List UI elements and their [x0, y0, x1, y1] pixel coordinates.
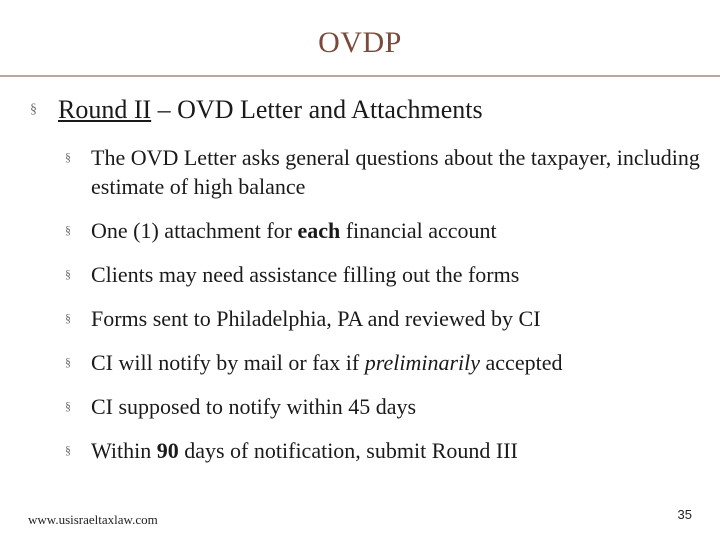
sub-bullet-list — [65, 143, 705, 480]
sub-bullet-text — [91, 216, 705, 245]
sub-bullet-text — [91, 436, 705, 465]
sub-bullet-text-after: financial account — [340, 218, 497, 243]
sub-bullet-text-before: One (1) attachment for — [91, 218, 298, 243]
bullet-icon: § — [65, 267, 71, 281]
sub-bullet — [65, 143, 705, 201]
sub-bullet-text-bold: each — [297, 218, 341, 243]
sub-bullet-text-after: days of notification, submit Round III — [178, 438, 518, 463]
sub-bullet-text — [91, 348, 705, 377]
sub-bullet — [65, 304, 705, 333]
bullet-icon: § — [65, 150, 71, 164]
page-number: 35 — [677, 507, 692, 522]
sub-bullet-text: The OVD Letter asks general questions about the taxpayer, including estimate of high balance — [91, 145, 700, 199]
footer-url: www.usisraeltaxlaw.com — [28, 512, 158, 527]
sub-bullet — [65, 348, 705, 377]
sub-bullet-text: Forms sent to Philadelphia, PA and reviewed by CI — [91, 306, 541, 331]
sub-bullet — [65, 216, 705, 245]
sub-bullet-text-before: Within — [91, 438, 157, 463]
main-bullet-text — [58, 90, 483, 130]
sub-bullet-text-before: CI will notify by mail or fax if — [91, 350, 365, 375]
bullet-icon: § — [65, 399, 71, 413]
sub-bullet-text: CI supposed to notify within 45 days — [91, 394, 417, 419]
sub-bullet — [65, 436, 705, 465]
sub-bullet-text: Clients may need assistance filling out the forms — [91, 262, 520, 287]
bullet-icon: § — [65, 311, 71, 325]
bullet-icon: § — [30, 102, 37, 117]
main-bullet-rest: – OVD Letter and Attachments — [151, 95, 483, 124]
bullet-icon: § — [65, 223, 71, 237]
sub-bullet-text-bold: 90 — [156, 438, 179, 463]
bullet-icon: § — [65, 443, 71, 457]
slide-title: OVDP — [318, 26, 402, 59]
title-divider — [0, 75, 720, 77]
sub-bullet — [65, 392, 705, 421]
main-bullet — [30, 90, 710, 130]
sub-bullet-text-italic: preliminarily — [364, 350, 481, 375]
sub-bullet-text-after: accepted — [480, 350, 563, 375]
sub-bullet — [65, 260, 705, 289]
bullet-icon: § — [65, 355, 71, 369]
main-bullet-underlined: Round II — [58, 95, 152, 124]
